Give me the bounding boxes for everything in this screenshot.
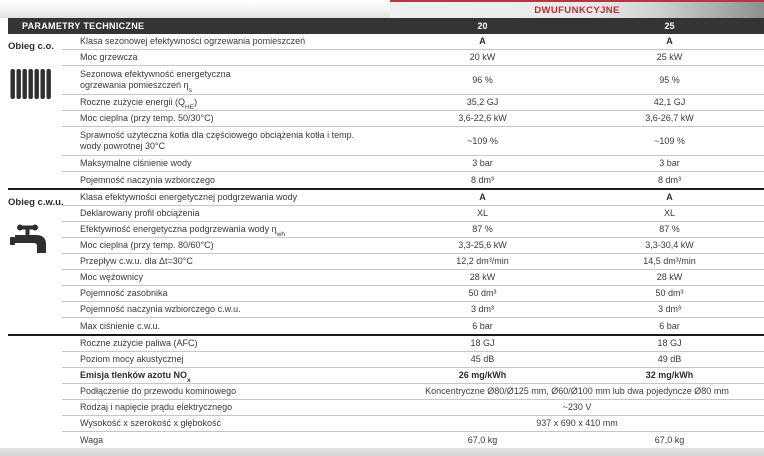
row-value-25: 25 kW: [656, 52, 683, 62]
row-label: wody powrotnej 30°C: [80, 141, 166, 151]
row-value-20: 28 kW: [469, 272, 496, 282]
table-row: [62, 156, 764, 172]
row-label-line: [80, 288, 384, 299]
row-label-line: [80, 272, 384, 283]
row-label-line: [80, 321, 384, 332]
row-label-cell: [62, 386, 390, 397]
banner-label: DWUFUNKCYJNE: [534, 4, 620, 16]
row-label-line: [80, 36, 384, 47]
row-label-cell: [62, 69, 390, 94]
row-label-subscript: x: [187, 376, 191, 384]
table-row: [62, 318, 764, 334]
row-value-25: 3,3-30,4 kW: [645, 240, 694, 250]
row-label-cell: [62, 370, 390, 384]
row-value-25: XL: [663, 208, 675, 218]
row-label-cell: [62, 288, 390, 299]
row-value-20: 96 %: [472, 74, 493, 85]
section-gutter: [8, 190, 62, 334]
row-value-20: 3,3-25,6 kW: [458, 240, 507, 250]
row-label: Efektywność energetyczna podgrzewania wody η: [80, 224, 277, 234]
row-value-25: 67,0 kg: [654, 434, 685, 445]
row-value-25: 49 dB: [657, 354, 682, 364]
row-label-cell: [62, 435, 390, 446]
row-value-25: 8 dm³: [657, 174, 681, 185]
row-label-line: [80, 304, 384, 315]
row-label: Moc wężownicy: [80, 272, 144, 282]
row-label-line: [80, 256, 384, 267]
row-label: Pojemność naczynia wzbiorczego c.w.u.: [80, 304, 241, 314]
table-row: [62, 400, 764, 416]
column-header-20: 20: [477, 21, 488, 31]
row-value-span: ~230 V: [562, 402, 592, 412]
row-label-cell: [62, 192, 390, 203]
row-label: Waga: [80, 434, 104, 445]
row-label-line: [80, 402, 384, 413]
row-label: ogrzewania pomieszczeń η: [80, 80, 189, 90]
table-row: [62, 432, 764, 448]
row-label-line: [80, 208, 384, 219]
row-value-25: 14,5 dm³/min: [643, 256, 696, 266]
row-label-cell: [62, 321, 390, 332]
row-value-20: 18 GJ: [470, 338, 495, 348]
row-value-25: 42,1 GJ: [653, 97, 686, 107]
row-value-20: 45 dB: [470, 354, 495, 364]
row-label-line: [80, 158, 384, 169]
table-section: [8, 188, 764, 334]
row-label-cell: [62, 402, 390, 413]
table-row: [62, 254, 764, 270]
row-label-cell: [62, 256, 390, 267]
row-value-25: 95 %: [659, 74, 680, 85]
row-label-line: [80, 192, 384, 203]
column-header-25: 25: [664, 21, 675, 31]
row-value-25: ~109 %: [654, 135, 685, 146]
row-label-cell: [62, 338, 390, 349]
row-label: Roczne zużycie paliwa (AFC): [80, 338, 198, 348]
section-gutter: [8, 336, 62, 448]
row-label-subscript: s: [188, 86, 192, 94]
row-label-cell: [62, 304, 390, 315]
row-label: Max ciśnienie c.w.u.: [80, 320, 161, 331]
table-row: [62, 352, 764, 368]
table-section: [8, 34, 764, 188]
row-label-cell: [62, 240, 390, 251]
top-band: [0, 0, 764, 18]
row-label: Sezonowa efektywność energetyczna: [80, 69, 231, 79]
row-value-20: 20 kW: [469, 52, 496, 62]
row-label-line: [80, 113, 384, 124]
row-label-line: [80, 370, 384, 384]
row-label-line: [80, 386, 384, 397]
row-label: Pojemność naczynia wzbiorczego: [80, 174, 216, 185]
table-row: [62, 127, 764, 156]
row-label-cell: [62, 418, 390, 429]
row-label-line: [80, 80, 384, 94]
table-row: [62, 222, 764, 238]
section-label: Obieg c.o.: [8, 41, 54, 52]
row-label: Klasa efektywności energetycznej podgrzewania wody: [80, 192, 298, 202]
row-label: Moc cieplna (przy temp. 50/30°C): [80, 113, 214, 123]
row-label-line: [80, 418, 384, 429]
table-row: [62, 66, 764, 95]
row-label-cell: [62, 36, 390, 47]
row-label-cell: [62, 208, 390, 219]
table-row: [62, 111, 764, 127]
table-row: [62, 384, 764, 400]
table-header-bar: [8, 18, 764, 34]
row-label-line: [80, 175, 384, 186]
section-rows: [62, 34, 764, 188]
row-value-25: 3 dm³: [657, 304, 681, 314]
row-value-25: 18 GJ: [657, 338, 682, 348]
row-label: Maksymalne ciśnienie wody: [80, 158, 192, 168]
row-label: Pojemność zasobnika: [80, 288, 168, 298]
table-row: [62, 95, 764, 111]
table-row: [62, 34, 764, 50]
table-row: [62, 302, 764, 318]
row-label: Moc cieplna (przy temp. 80/60°C): [80, 240, 214, 250]
table-row: [62, 190, 764, 206]
row-value-20: 67,0 kg: [467, 434, 498, 445]
row-label: Rodzaj i napięcie prądu elektrycznego: [80, 402, 233, 412]
table-row: [62, 368, 764, 384]
row-label-cell: [62, 113, 390, 124]
row-label-cell: [62, 97, 390, 111]
row-label-line: [80, 69, 384, 80]
row-label: Moc grzewcza: [80, 52, 138, 62]
row-label-cell: [62, 175, 390, 186]
row-label-line: [80, 130, 384, 141]
row-label-cell: [62, 52, 390, 63]
row-label-cell: [62, 224, 390, 238]
table-row: [62, 50, 764, 66]
row-value-20: 26 mg/kWh: [458, 370, 507, 380]
row-label-cell: [62, 130, 390, 152]
row-label: Sprawność użyteczna kotła dla częściowego obciążenia kotła i temp.: [80, 130, 355, 140]
row-value-20: 87 %: [472, 224, 493, 234]
table-row: [62, 172, 764, 188]
row-label-line: [80, 224, 384, 238]
row-value-20: 3 bar: [472, 158, 493, 168]
row-value-25: A: [666, 192, 673, 202]
table-row: [62, 206, 764, 222]
table-title: PARAMETRY TECHNICZNE: [22, 21, 145, 31]
product-type-banner: [390, 0, 764, 18]
row-value-20: A: [479, 192, 486, 202]
radiator-icon: [10, 68, 52, 101]
row-value-25: 6 bar: [659, 320, 680, 331]
row-value-25: 50 dm³: [655, 288, 684, 298]
row-label-line: [80, 354, 384, 365]
row-label-cell: [62, 272, 390, 283]
row-label-cell: [62, 354, 390, 365]
row-label-line: [80, 435, 384, 446]
row-label-line: [80, 52, 384, 63]
row-label: Roczne zużycie energii (Q: [80, 97, 186, 107]
row-value-20: 8 dm³: [470, 174, 494, 185]
row-value-20: XL: [476, 208, 488, 218]
row-value-20: A: [479, 36, 486, 46]
row-label: Przepływ c.w.u. dla Δt=30°C: [80, 256, 193, 266]
section-label: Obieg c.w.u.: [8, 197, 64, 208]
row-value-span: 937 x 690 x 410 mm: [536, 418, 618, 428]
row-label: Deklarowany profil obciążenia: [80, 208, 200, 218]
table-row: [62, 416, 764, 432]
row-label: Wysokość x szerokość x głębokość: [80, 418, 221, 428]
table-section: [8, 334, 764, 448]
table-row: [62, 270, 764, 286]
faucet-icon: [10, 224, 48, 255]
row-label-suffix: ): [194, 97, 198, 107]
row-label: Emisja tlenków azotu NO: [80, 370, 188, 380]
row-label-subscript: wh: [276, 230, 285, 238]
section-rows: [62, 190, 764, 334]
row-label-line: [80, 240, 384, 251]
section-gutter: [8, 34, 62, 188]
section-rows: [62, 336, 764, 448]
table-row: [62, 286, 764, 302]
row-value-span: Koncentryczne Ø80/Ø125 mm, Ø60/Ø100 mm lub dwa pojedyncze Ø80 mm: [425, 386, 729, 396]
row-value-20: 3 dm³: [470, 304, 494, 314]
row-value-20: ~109 %: [467, 135, 498, 146]
table-row: [62, 238, 764, 254]
row-value-25: 3,6-26,7 kW: [645, 113, 694, 123]
row-value-20: 3,6-22,6 kW: [458, 113, 507, 123]
row-value-20: 6 bar: [472, 320, 493, 331]
row-value-20: 12,2 dm³/min: [456, 256, 509, 266]
row-label-line: [80, 338, 384, 349]
table-sections: [8, 34, 764, 448]
row-label-cell: [62, 158, 390, 169]
row-label-line: [80, 97, 384, 111]
row-value-25: A: [666, 36, 673, 46]
row-label: Klasa sezonowej efektywności ogrzewania pomieszczeń: [80, 36, 306, 46]
table-row: [62, 336, 764, 352]
bottom-strip: [0, 448, 764, 456]
row-label: Podłączenie do przewodu kominowego: [80, 386, 237, 396]
row-value-25: 28 kW: [656, 272, 683, 282]
row-value-20: 50 dm³: [468, 288, 497, 298]
row-label-subscript: HE: [185, 103, 195, 111]
row-label: Poziom mocy akustycznej: [80, 354, 184, 364]
row-value-25: 3 bar: [659, 158, 680, 168]
row-label-line: [80, 141, 384, 152]
row-value-20: 35,2 GJ: [466, 97, 499, 107]
row-value-25: 32 mg/kWh: [645, 370, 694, 380]
row-value-25: 87 %: [659, 224, 680, 234]
